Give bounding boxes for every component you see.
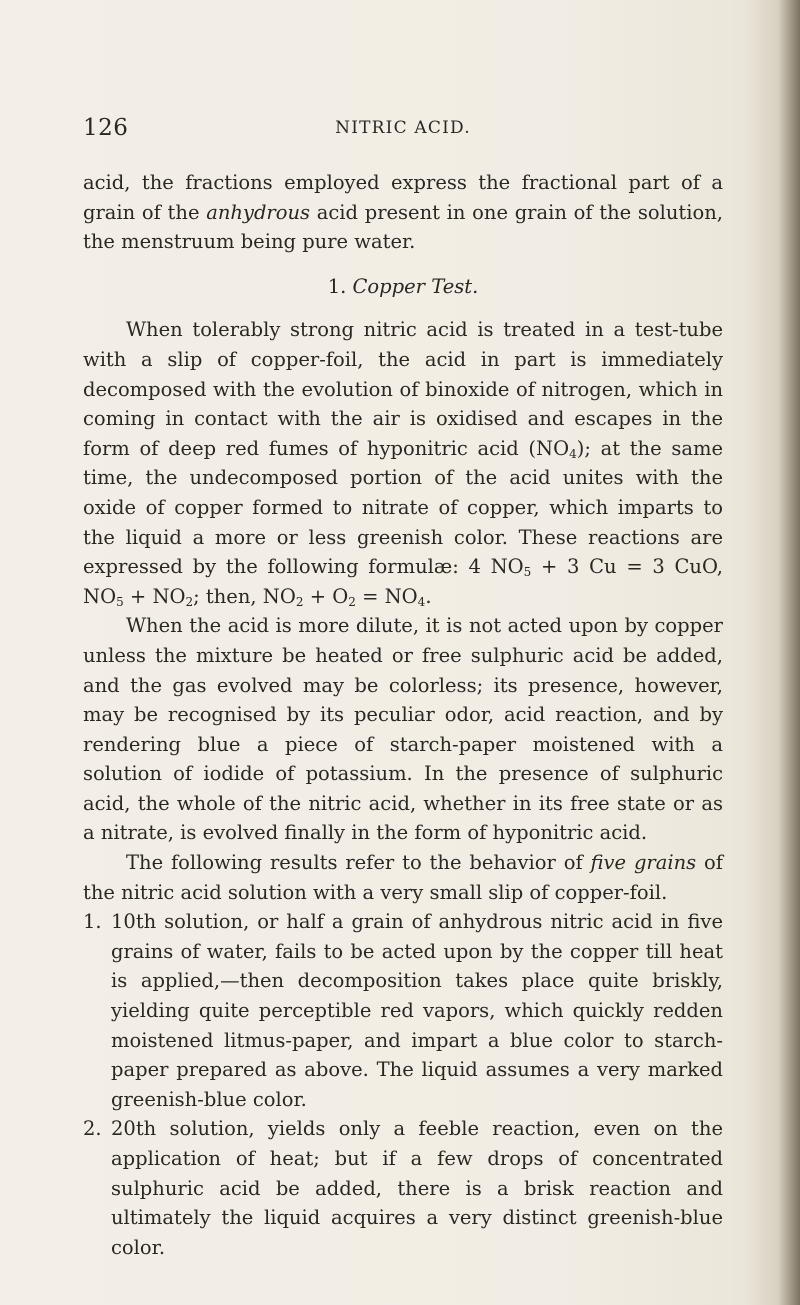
list-item-number: 1. — [83, 910, 102, 934]
paragraph-dilute-acid: When the acid is more dilute, it is not acted upon by copper unless the mixture be heated or free sulphuric acid be added, and the gas evolved may be colorless; its presence, however, may be recognised by its peculiar odor, acid reaction, and by rendering blue a piece of starch-paper moistened with a solution of iodide of potassium. In the presence of sulphuric acid, the whole of the nitric acid, whether in its free state or as a nitrate, is evolved finally in the form of hyponitric acid. — [83, 614, 723, 845]
list-item-text: 20th solution, yields only a feeble reaction, even on the application of heat; but if a few drops of concentrated sulphuric acid be added, there is a brisk reaction and ultimately the liquid acquires a very distinct greenish-blue color. — [111, 1117, 723, 1259]
list-item — [83, 907, 723, 1114]
paragraph-copper-reaction: When tolerably strong nitric acid is treated in a test-tube with a slip of copper-foil, the acid in part is immediately decomposed with the evolution of binoxide of nitrogen, which in coming in contact with the air is oxidised and escapes in the form of deep red fumes of hyponitric acid $(NO_4)$; at the same time, the undecomposed portion of the acid unites with the oxide of copper formed to nitrate of copper, which imparts to the liquid a more or less greenish color. These reactions are expressed by the following formulæ: 4 $NO_5 + 3$ Cu = 3 CuO, $NO_5 + NO_2$; then, $NO_2 + O_2 = NO_4$. — [83, 318, 723, 609]
running-head: NITRIC ACID. — [335, 118, 471, 138]
emphasis-anhydrous: anhydrous — [206, 200, 311, 224]
section-title: Copper Test. — [352, 274, 479, 298]
page-header — [83, 115, 723, 145]
list-item-number: 2. — [83, 1117, 102, 1141]
body-text — [83, 168, 723, 1262]
paragraph-continuation: acid, the fractions employed express the fractional part of a grain of the anhydrous acid present in one grain of the solution, the menstruum being pure water. — [83, 171, 723, 254]
section-number: 1. — [327, 274, 347, 298]
list-item — [83, 1114, 723, 1262]
section-heading — [83, 272, 723, 302]
emphasis-five-grains: five grains — [590, 851, 697, 875]
page-edge-shadow — [778, 0, 800, 1305]
list-item-text: 10th solution, or half a grain of anhydrous nitric acid in five grains of water, fails to be acted upon by the copper till heat is applied,—then decomposition takes place quite briskly, yielding quite perceptible red vapors, which quickly redden moistened litmus-paper, and impart a blue color to starch-paper prepared as above. The liquid assumes a very marked greenish-blue color. — [111, 910, 723, 1111]
page-number: 126 — [83, 115, 129, 141]
paragraph-results-intro: The following results refer to the behavior of five grains of the nitric acid solution with a very small slip of copper-foil. — [83, 851, 723, 904]
